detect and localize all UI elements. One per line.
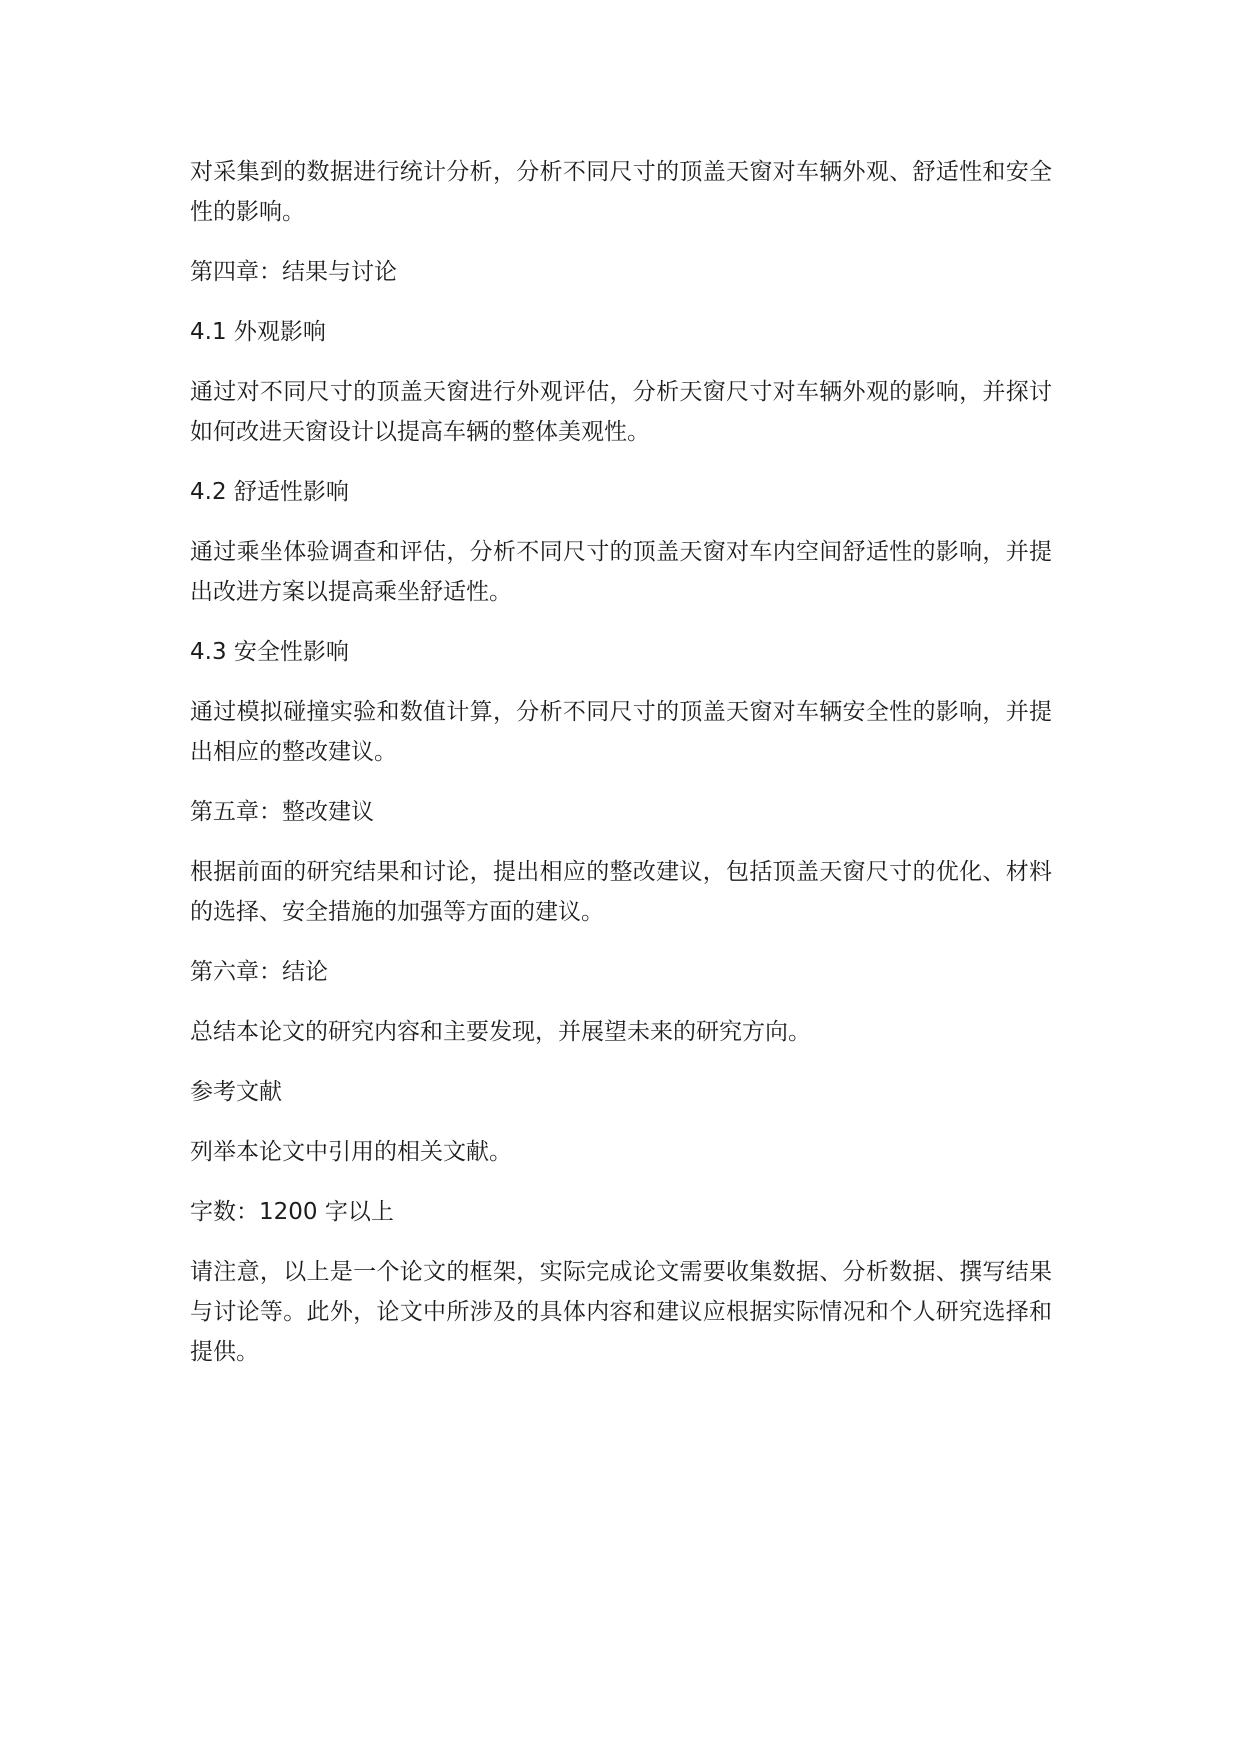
chapter-6-heading: 第六章：结论 (190, 959, 328, 985)
section-4-1-heading: 4.1 外观影响 (190, 319, 326, 345)
chapter-4-heading: 第四章：结果与讨论 (190, 259, 397, 285)
note-paragraph: 请注意，以上是一个论文的框架，实际完成论文需要收集数据、分析数据、撰写结果与讨论等。此外，论文中所涉及的具体内容和建议应根据实际情况和个人研究选择和提供。 (190, 1259, 1052, 1365)
analysis-paragraph: 对采集到的数据进行统计分析，分析不同尺寸的顶盖天窗对车辆外观、舒适性和安全性的影响。 (190, 159, 1052, 225)
document-body (190, 152, 1052, 1392)
section-4-1-paragraph: 通过对不同尺寸的顶盖天窗进行外观评估，分析天窗尺寸对车辆外观的影响，并探讨如何改进天窗设计以提高车辆的整体美观性。 (190, 379, 1052, 445)
chapter-5-paragraph: 根据前面的研究结果和讨论，提出相应的整改建议，包括顶盖天窗尺寸的优化、材料的选择、安全措施的加强等方面的建议。 (190, 859, 1052, 925)
word-count-line: 字数：1200 字以上 (190, 1199, 394, 1225)
section-4-3-paragraph: 通过模拟碰撞实验和数值计算，分析不同尺寸的顶盖天窗对车辆安全性的影响，并提出相应的整改建议。 (190, 699, 1052, 765)
references-paragraph: 列举本论文中引用的相关文献。 (190, 1139, 512, 1165)
chapter-5-heading: 第五章：整改建议 (190, 799, 374, 825)
references-heading: 参考文献 (190, 1079, 282, 1105)
section-4-2-heading: 4.2 舒适性影响 (190, 479, 349, 505)
section-4-3-heading: 4.3 安全性影响 (190, 639, 349, 665)
chapter-6-paragraph: 总结本论文的研究内容和主要发现，并展望未来的研究方向。 (190, 1019, 811, 1045)
section-4-2-paragraph: 通过乘坐体验调查和评估，分析不同尺寸的顶盖天窗对车内空间舒适性的影响，并提出改进方案以提高乘坐舒适性。 (190, 539, 1052, 605)
